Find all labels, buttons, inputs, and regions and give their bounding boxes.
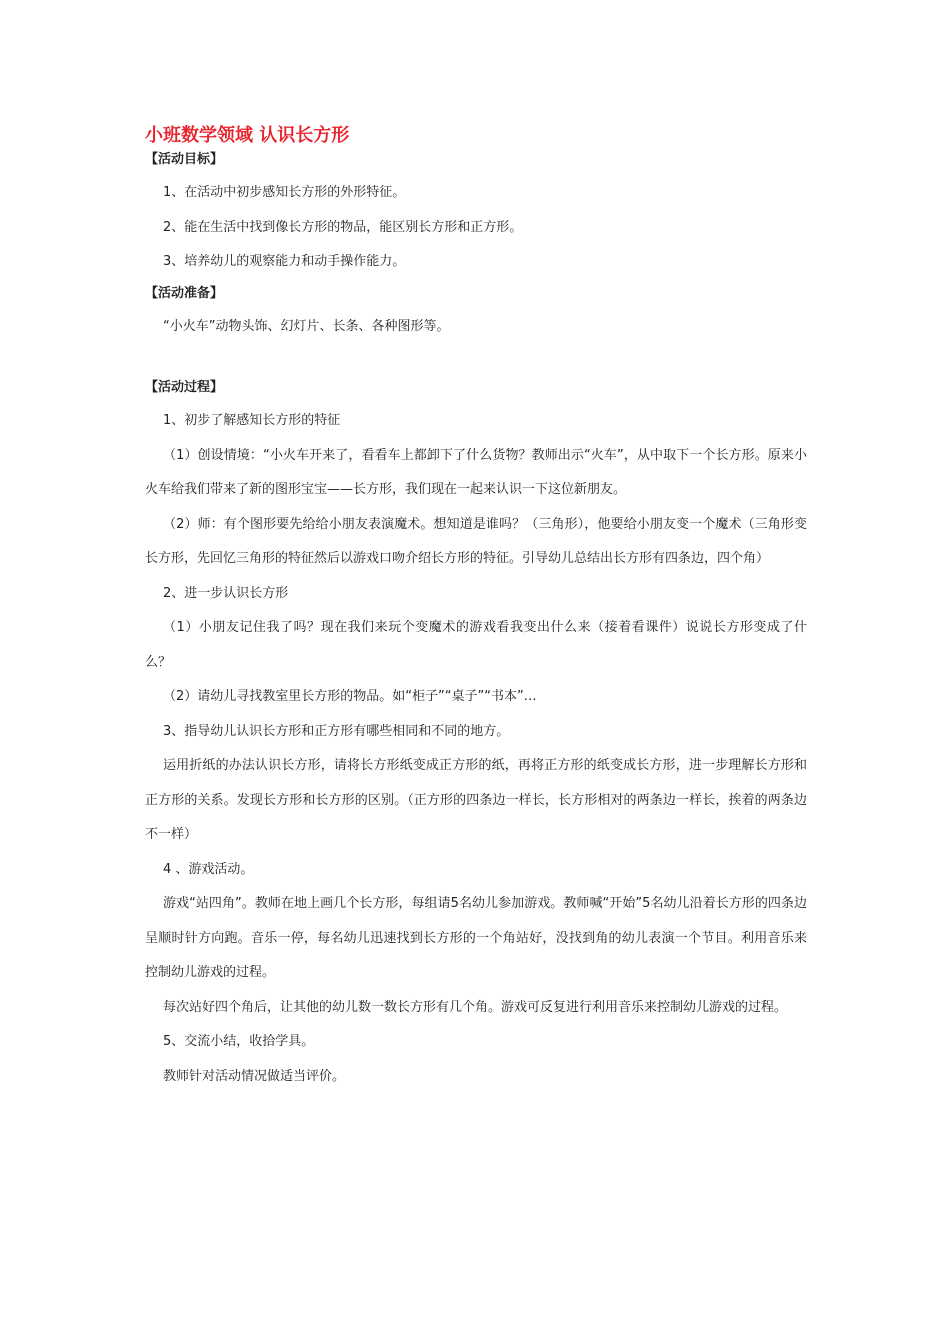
process-paragraph: （1）创设情境：“小火车开来了，看看车上都卸下了什么货物？教师出示“火车”，从中取下一个长方形。原来小火车给我们带来了新的图形宝宝——长方形，我们现在一起来认识一下这位新朋友。: [145, 447, 807, 497]
process-step-3: 3、指导幼儿认识长方形和正方形有哪些相同和不同的地方。: [163, 723, 510, 739]
document-title: 小班数学领域 认识长方形: [145, 125, 350, 146]
process-paragraph: 每次站好四个角后，让其他的幼儿数一数长方形有几个角。游戏可反复进行利用音乐来控制幼儿游戏的过程。: [163, 999, 788, 1015]
process-heading: 【活动过程】: [145, 380, 224, 395]
process-paragraph: （2）师：有个图形要先给给小朋友表演魔术。想知道是谁吗？（三角形），他要给小朋友变一个魔术（三角形变长方形，先回忆三角形的特征然后以游戏口吻介绍长方形的特征。引导幼儿总结出长方形有四条边，四个角）: [145, 516, 807, 566]
process-step-2: 2、进一步认识长方形: [163, 585, 289, 601]
goals-heading: 【活动目标】: [145, 152, 224, 167]
process-step-1: 1、初步了解感知长方形的特征: [163, 413, 341, 428]
process-paragraph: 教师针对活动情况做适当评价。: [163, 1068, 346, 1084]
process-paragraph: （2）请幼儿寻找教室里长方形的物品。如“柜子”“桌子”“书本”…: [163, 689, 537, 704]
goal-item-2: 2、能在生活中找到像长方形的物品，能区别长方形和正方形。: [163, 219, 523, 235]
prep-text: “小火车”动物头饰、幻灯片、长条、各种图形等。: [163, 318, 450, 334]
process-paragraph: 游戏“站四角”。教师在地上画几个长方形，每组请5名幼儿参加游戏。教师喊“开始”5名幼儿沿着长方形的四条边呈顺时针方向跑。音乐一停，每名幼儿迅速找到长方形的一个角站好，没找到角的幼儿表演一个节目。利用音乐来控制幼儿游戏的过程。: [145, 896, 807, 980]
process-paragraph: （1）小朋友记住我了吗？现在我们来玩个变魔术的游戏看我变出什么来（接着看课件）说说长方形变成了什么？: [145, 620, 807, 670]
document-page: [145, 123, 807, 1094]
goal-item-1: 1、在活动中初步感知长方形的外形特征。: [163, 185, 406, 200]
goal-item-3: 3、培养幼儿的观察能力和动手操作能力。: [163, 254, 406, 269]
process-step-4: 4 、游戏活动。: [163, 861, 254, 877]
prep-heading: 【活动准备】: [145, 285, 224, 301]
process-step-5: 5、交流小结，收拾学具。: [163, 1034, 315, 1049]
process-paragraph: 运用折纸的办法认识长方形，请将长方形纸变成正方形的纸，再将正方形的纸变成长方形，进一步理解长方形和正方形的关系。发现长方形和长方形的区别。（正方形的四条边一样长，长方形相对的两条边一样长，挨着的两条边不一样）: [145, 758, 807, 842]
